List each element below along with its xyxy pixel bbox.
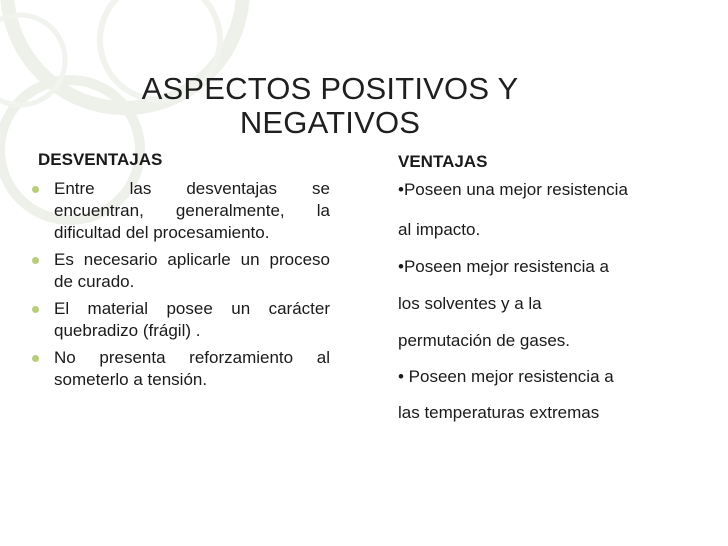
advantages-line: •Poseen una mejor resistencia: [398, 180, 628, 199]
advantages-line: permutación de gases.: [398, 331, 570, 350]
advantages-line: al impacto.: [398, 220, 481, 239]
list-item: [32, 298, 330, 342]
bullet-icon: [32, 186, 39, 193]
list-item: [32, 347, 330, 391]
advantages-line: • Poseen mejor resistencia a: [398, 367, 614, 386]
list-item: [32, 178, 330, 244]
bullet-icon: [32, 306, 39, 313]
list-item-text: No presenta reforzamiento al someterlo a tensión.: [54, 348, 330, 389]
disadvantages-heading: DESVENTAJAS: [38, 150, 163, 169]
bullet-icon: [32, 355, 39, 362]
disadvantages-list: [32, 178, 330, 396]
slide-title-line: ASPECTOS POSITIVOS Y: [141, 71, 519, 106]
list-item-text: Es necesario aplicarle un proceso de curado.: [54, 250, 330, 291]
advantages-line: •Poseen mejor resistencia a: [398, 257, 609, 276]
slide-title-line: NEGATIVOS: [239, 105, 421, 140]
slide-title: [80, 72, 580, 140]
advantages-heading: VENTAJAS: [398, 152, 488, 171]
list-item-text: Entre las desventajas se encuentran, generalmente, la dificultad del procesamiento.: [54, 179, 330, 242]
list-item-text: El material posee un carácter quebradizo (frágil) .: [54, 299, 330, 340]
advantages-line: los solventes y a la: [398, 294, 542, 313]
list-item: [32, 249, 330, 293]
advantages-line: las temperaturas extremas: [398, 403, 600, 422]
bullet-icon: [32, 257, 39, 264]
